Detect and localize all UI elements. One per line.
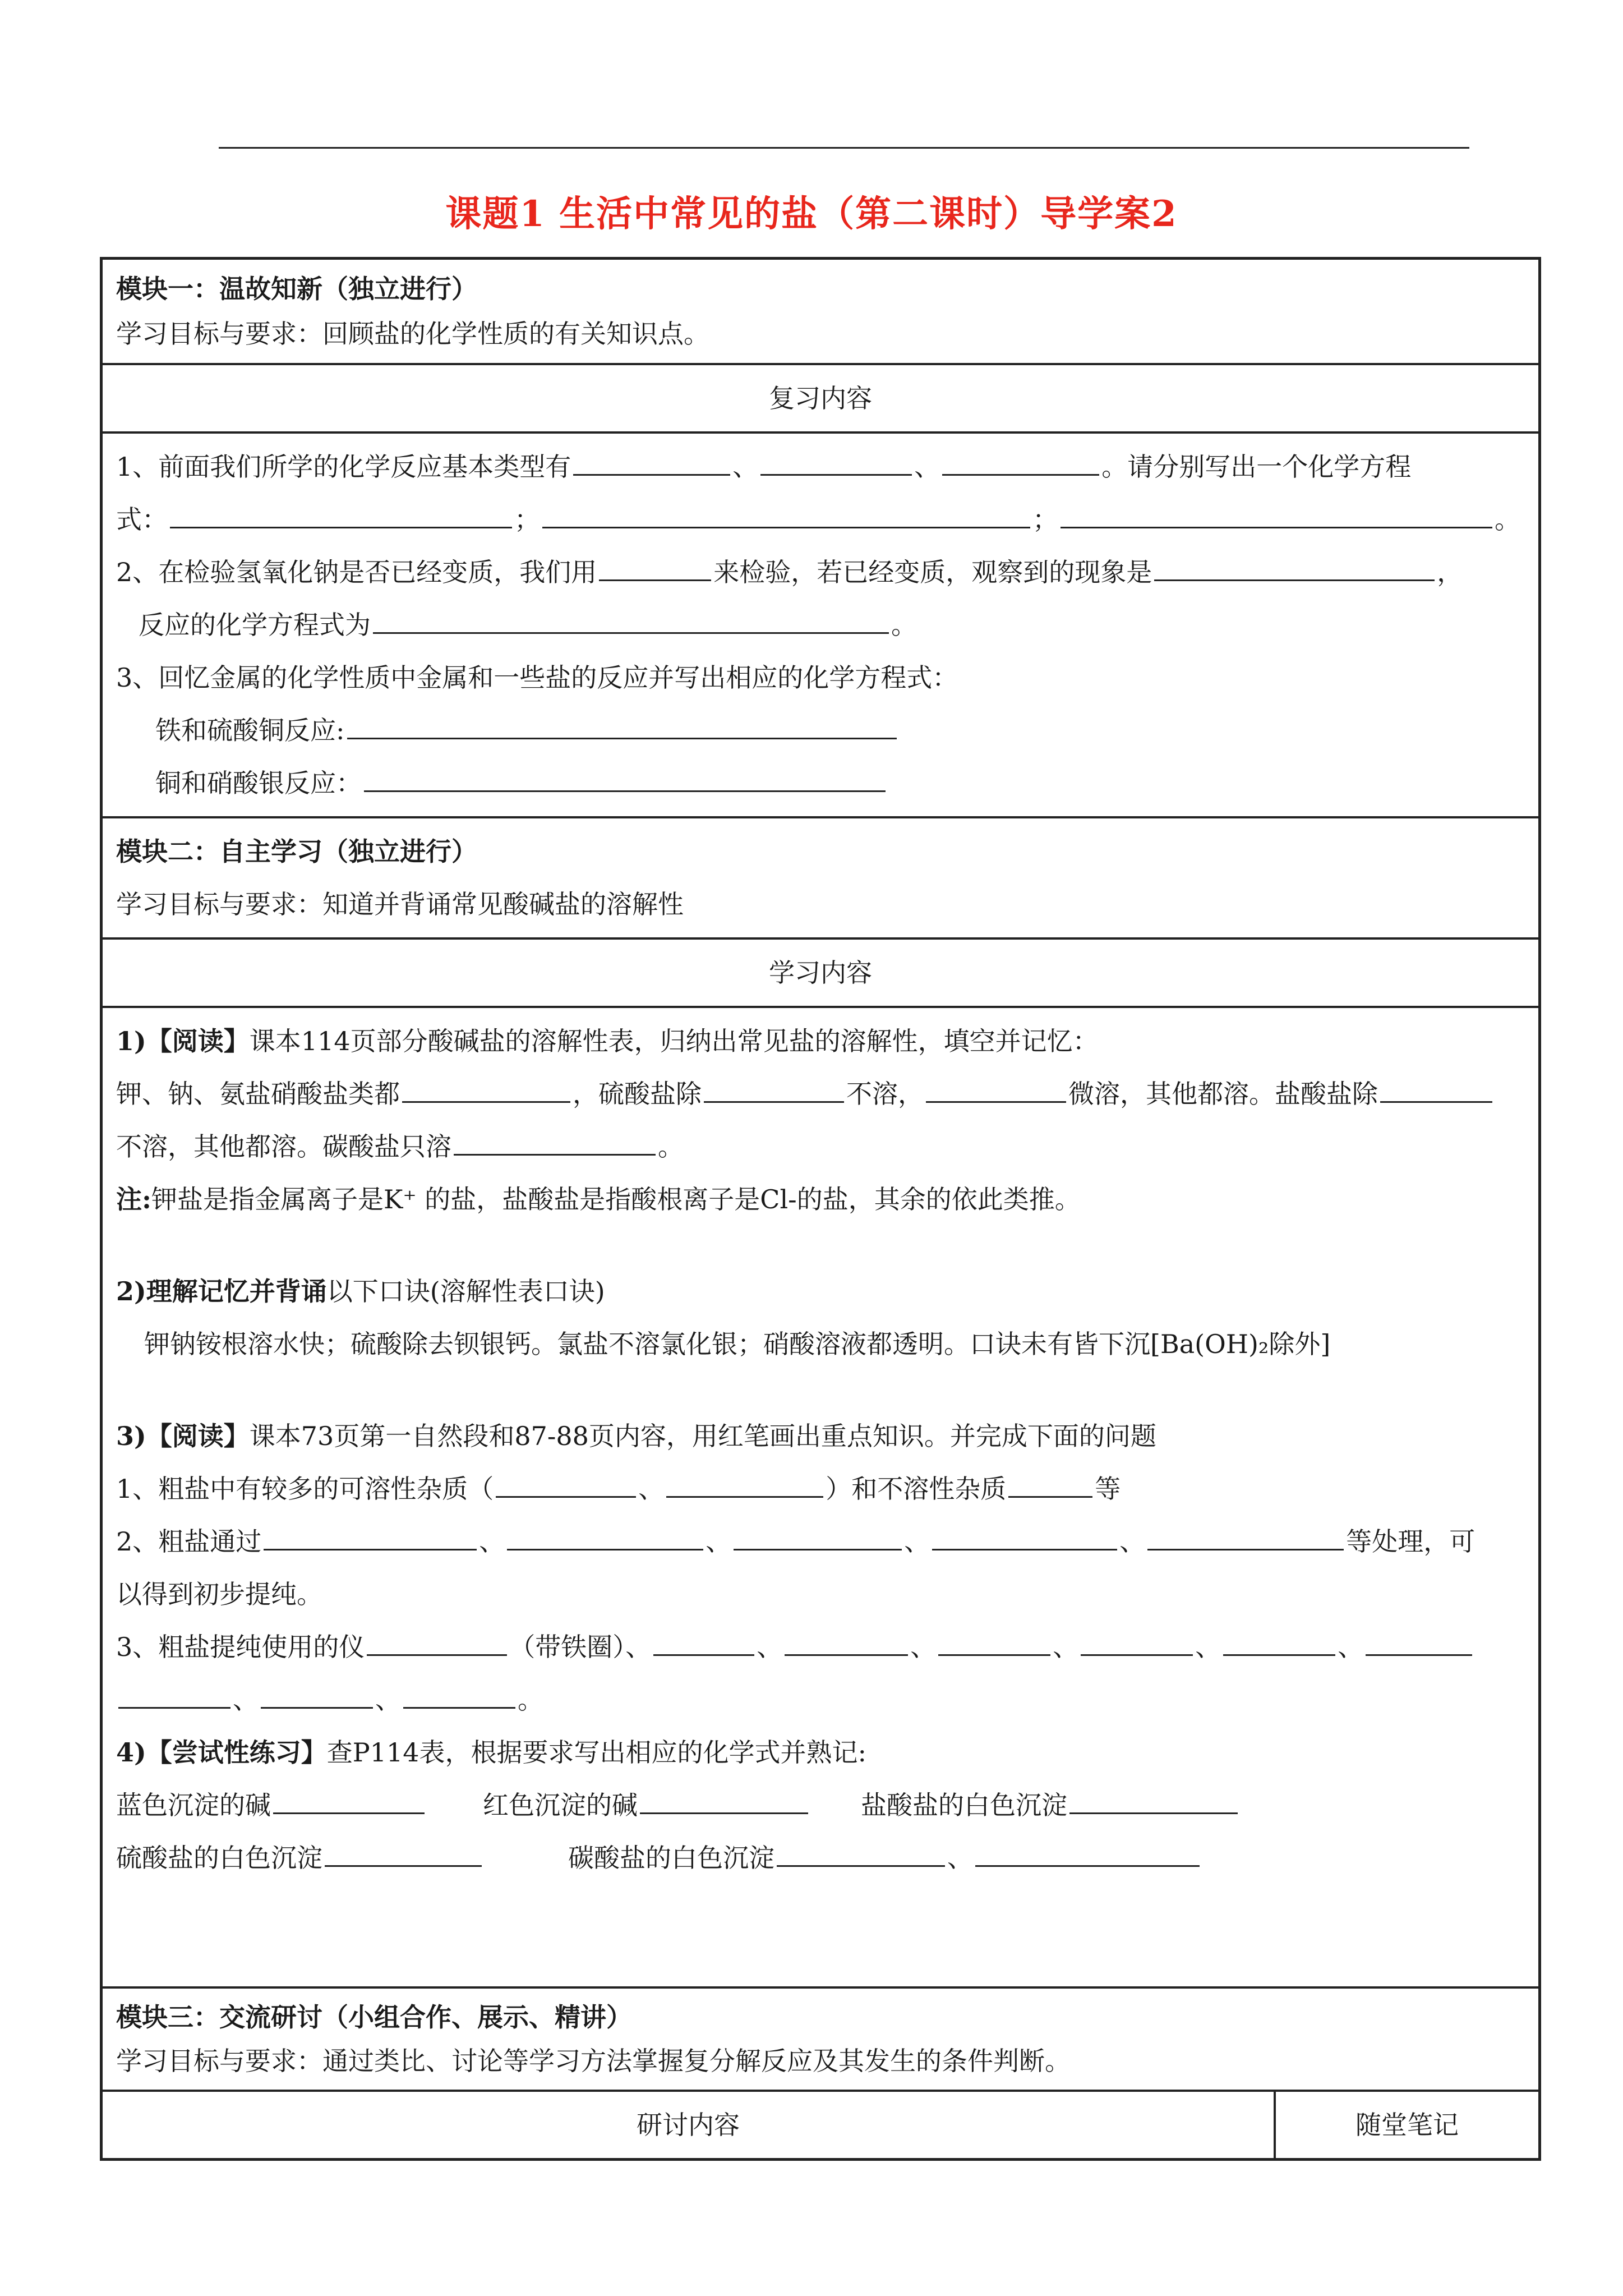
sep: 。 <box>1495 504 1520 535</box>
blank[interactable] <box>573 441 730 476</box>
text: 1、粗盐中有较多的可溶性杂质（ <box>116 1474 494 1504</box>
q1-text: 1、前面我们所学的化学反应基本类型有 <box>116 452 571 482</box>
item-tag: 4)【尝试性练习】 <box>116 1737 327 1768</box>
question-3: 3、回忆金属的化学性质中金属和一些盐的反应并写出相应的化学方程式： <box>116 662 958 693</box>
reading-3-q3-cont <box>116 1673 1525 1726</box>
module1-content <box>100 431 1541 816</box>
module1-section-title <box>100 363 1541 431</box>
question-2-cont <box>116 599 1525 651</box>
text: ）和不溶性杂质 <box>826 1474 1007 1504</box>
question-2 <box>116 546 1525 599</box>
blank[interactable] <box>273 1780 425 1814</box>
sep: 。 <box>658 1131 684 1162</box>
blank[interactable] <box>347 705 897 739</box>
item-text: 课本73页第一自然段和87-88页内容，用红笔画出重点知识。并完成下面的问题 <box>249 1421 1156 1451</box>
blank[interactable] <box>507 1516 703 1550</box>
q2-text-3: 反应的化学方程式为 <box>139 610 371 640</box>
module3-header <box>100 1986 1541 2090</box>
text: 硫酸盐的白色沉淀 <box>116 1843 322 1873</box>
sep: 、 <box>233 1685 259 1715</box>
practice-heading <box>116 1726 1525 1779</box>
sep: 、 <box>1053 1632 1079 1662</box>
notes-column-header: 随堂笔记 <box>1355 2110 1459 2140</box>
module1-header <box>100 257 1541 363</box>
mnemonic-verse: 钾钠铵根溶水快；硫酸除去钡银钙。氯盐不溶氯化银；硝酸溶液都透明。口诀未有皆下沉[Ba(OH)₂除外] <box>144 1329 1331 1359</box>
reading-3-q1 <box>116 1462 1525 1515</box>
q2-text: 2、在检验氢氧化钠是否已经变质，我们用 <box>116 557 597 587</box>
item-tag: 【阅读】 <box>146 1421 250 1451</box>
text: （带铁圈）、 <box>509 1632 652 1662</box>
sep: 、 <box>638 1474 665 1504</box>
text: 微溶，其他都溶。盐酸盐除 <box>1068 1079 1378 1109</box>
sep: 、 <box>1119 1526 1146 1557</box>
text: 钾、钠、氨盐硝酸盐类都 <box>116 1079 400 1109</box>
sep: 、 <box>904 1526 930 1557</box>
q3a-text: 铁和硫酸铜反应: <box>155 715 345 746</box>
sep: 。 <box>518 1685 543 1715</box>
sep: 、 <box>479 1526 505 1557</box>
text: 红色沉淀的碱 <box>483 1790 638 1820</box>
item-text: 课本114页部分酸碱盐的溶解性表，归纳出常见盐的溶解性，填空并记忆： <box>249 1026 1099 1056</box>
spacer <box>116 1370 1525 1410</box>
text: 不溶，其他都溶。碳酸盐只溶 <box>116 1131 451 1162</box>
question-3a <box>116 704 1525 757</box>
item-text: 查P114表，根据要求写出相应的化学式并熟记: <box>326 1737 867 1768</box>
reading-3-q2 <box>116 1515 1525 1568</box>
text: ，硫酸盐除 <box>573 1079 702 1109</box>
module2-goal: 学习目标与要求：知道并背诵常见酸碱盐的溶解性 <box>116 889 684 919</box>
sep: 、 <box>732 452 759 482</box>
question-3b <box>116 757 1525 809</box>
blank[interactable] <box>1147 1516 1344 1550</box>
blank[interactable] <box>367 1622 507 1656</box>
blank[interactable] <box>542 494 1030 528</box>
blank[interactable] <box>364 758 886 792</box>
module1-heading: 模块一：温故知新（独立进行） <box>116 274 477 304</box>
blank[interactable] <box>170 494 512 528</box>
blank[interactable] <box>496 1464 636 1498</box>
blank[interactable] <box>704 1069 844 1103</box>
text: 盐酸盐的白色沉淀 <box>861 1790 1067 1820</box>
text: 不溶， <box>846 1079 924 1109</box>
blank[interactable] <box>261 1674 373 1709</box>
item-tag: 【阅读】 <box>146 1026 250 1056</box>
blank[interactable] <box>118 1674 230 1709</box>
question-1-cont <box>116 493 1525 546</box>
blank[interactable] <box>402 1069 570 1103</box>
note-tag: 注: <box>116 1184 151 1214</box>
sep: 、 <box>914 452 940 482</box>
sep: 、 <box>947 1843 973 1873</box>
module2-content <box>100 1006 1541 1986</box>
text: 2、粗盐通过 <box>116 1526 262 1557</box>
item-number: 3) <box>116 1421 146 1451</box>
blank[interactable] <box>640 1780 808 1814</box>
item-tag: 2)理解记忆并背诵 <box>116 1276 327 1306</box>
section-label: 复习内容 <box>769 383 872 413</box>
page-title: 课题1 生活中常见的盐（第二课时）导学案2 <box>445 193 1178 235</box>
module2-section-title <box>100 937 1541 1006</box>
blank[interactable] <box>942 441 1099 476</box>
reading-1 <box>116 1015 1525 1068</box>
text: 碳酸盐的白色沉淀 <box>568 1843 774 1873</box>
sep: ， <box>1437 557 1463 587</box>
blank[interactable] <box>932 1516 1117 1550</box>
blank[interactable] <box>373 600 889 634</box>
module3-columns <box>100 2090 1541 2161</box>
sep: 、 <box>1195 1632 1221 1662</box>
blank[interactable] <box>785 1622 908 1656</box>
blank[interactable] <box>777 1833 945 1867</box>
text: 3、粗盐提纯使用的仪 <box>116 1632 365 1662</box>
sep: 、 <box>706 1526 732 1557</box>
blank[interactable] <box>760 441 912 476</box>
module1-goal: 学习目标与要求：回顾盐的化学性质的有关知识点。 <box>116 319 709 349</box>
module2-heading: 模块二：自主学习（独立进行） <box>116 836 477 867</box>
sep: 、 <box>1338 1632 1364 1662</box>
blank[interactable] <box>1069 1780 1238 1814</box>
module3-goal: 学习目标与要求：通过类比、讨论等学习方法掌握复分解反应及其发生的条件判断。 <box>116 2046 1071 2076</box>
practice-line-2 <box>116 1832 1525 1884</box>
reading-3-q3 <box>116 1621 1525 1673</box>
question-1 <box>116 440 1525 493</box>
q3b-text: 铜和硝酸银反应： <box>155 768 362 798</box>
sep: 。 <box>891 610 917 640</box>
blank[interactable] <box>1380 1069 1492 1103</box>
reading-3 <box>116 1410 1525 1462</box>
blank[interactable] <box>975 1833 1200 1867</box>
worksheet-table <box>100 257 1541 2161</box>
module3-heading: 模块三：交流研讨（小组合作、展示、精讲） <box>116 2002 632 2032</box>
blank[interactable] <box>1081 1622 1193 1656</box>
discussion-column-header: 研讨内容 <box>103 2092 1276 2158</box>
blank[interactable] <box>264 1516 477 1550</box>
module2-header <box>100 816 1541 937</box>
q2-text-2: 来检验，若已经变质，观察到的现象是 <box>713 557 1152 587</box>
blank[interactable] <box>1223 1622 1335 1656</box>
header-rule <box>219 147 1469 149</box>
sep: 、 <box>910 1632 937 1662</box>
q1-text-2: 。请分别写出一个化学方程 <box>1101 452 1412 482</box>
sep: 、 <box>757 1632 783 1662</box>
blank[interactable] <box>926 1069 1066 1103</box>
blank[interactable] <box>938 1622 1050 1656</box>
blank[interactable] <box>1366 1622 1472 1656</box>
reading-1-line-2 <box>116 1120 1525 1173</box>
text: 蓝色沉淀的碱 <box>116 1790 271 1820</box>
sep: 、 <box>375 1685 401 1715</box>
blank[interactable] <box>653 1622 754 1656</box>
answer-space <box>116 1884 1525 1980</box>
item-text: 以下口诀(溶解性表口诀) <box>326 1276 605 1306</box>
blank[interactable] <box>666 1464 823 1498</box>
note-text: 钾盐是指金属离子是K⁺ 的盐，盐酸盐是指酸根离子是Cl-的盐，其余的依此类推。 <box>151 1184 1081 1214</box>
sep: ； <box>514 504 540 535</box>
blank[interactable] <box>403 1674 515 1709</box>
q1-text-3: 式： <box>116 504 168 535</box>
text: 等处理，可 <box>1346 1526 1476 1557</box>
reading-1-line <box>116 1068 1525 1120</box>
blank[interactable] <box>599 547 711 581</box>
memorize-heading <box>116 1265 1525 1318</box>
blank[interactable] <box>734 1516 902 1550</box>
section-label: 学习内容 <box>769 958 872 988</box>
spacer <box>116 1226 1525 1265</box>
practice-line-1 <box>116 1779 1525 1832</box>
item-number: 1) <box>116 1026 146 1056</box>
blank[interactable] <box>454 1121 656 1156</box>
blank[interactable] <box>1154 547 1435 581</box>
reading-3-q2-cont: 以得到初步提纯。 <box>116 1579 322 1609</box>
text: 等 <box>1095 1474 1121 1504</box>
blank[interactable] <box>1061 494 1492 528</box>
sep: ； <box>1032 504 1058 535</box>
blank[interactable] <box>325 1833 482 1867</box>
blank[interactable] <box>1008 1464 1092 1498</box>
note <box>116 1173 1525 1226</box>
